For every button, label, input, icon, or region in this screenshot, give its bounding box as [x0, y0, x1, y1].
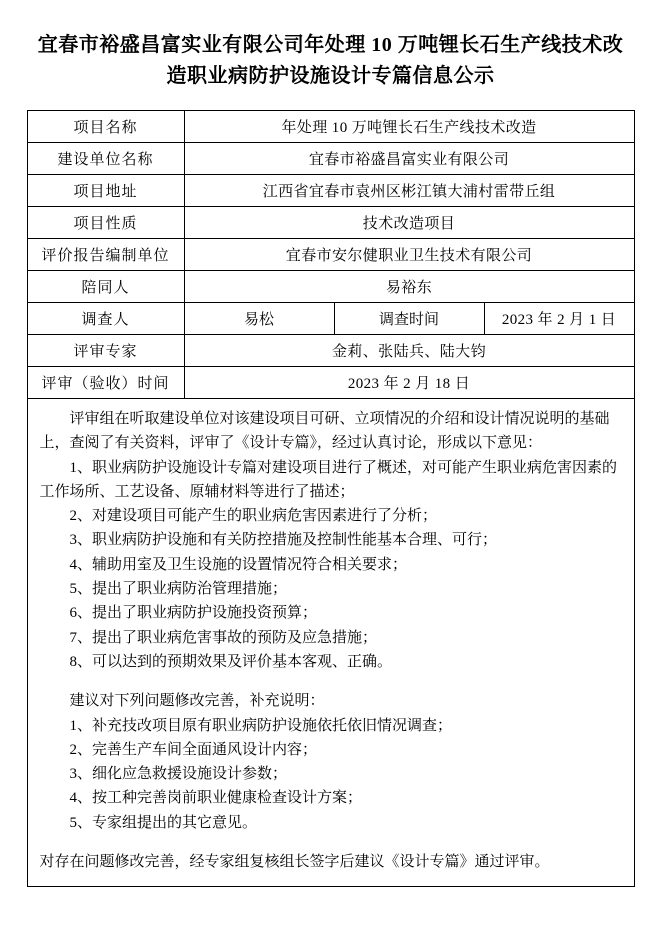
suggestion-item: 5、专家组提出的其它意见。: [69, 814, 258, 831]
opinion-item: 1、职业病防护设施设计专篇对建设项目进行了概述，对可能产生职业病危害因素的工作场所、工艺设备、原辅材料等进行了描述；: [39, 459, 618, 500]
opinion-item: 5、提出了职业病防治管理措施；: [69, 581, 288, 598]
row-label: 项目性质: [27, 207, 184, 239]
survey-label: 调查人: [27, 303, 184, 335]
row-value: 宜春市裕盛昌富实业有限公司: [184, 143, 634, 175]
table-row: [27, 239, 634, 271]
opinion-item: 8、可以达到的预期效果及评价基本客观、正确。: [69, 653, 393, 670]
row-label: 建设单位名称: [27, 143, 184, 175]
opinion-item: 4、辅助用室及卫生设施的设置情况符合相关要求；: [69, 556, 408, 573]
table-row-opinion: [27, 399, 634, 887]
table-row: [27, 143, 634, 175]
row-label: 评价报告编制单位: [27, 239, 184, 271]
opinion-cell: [27, 399, 634, 887]
suggestion-header: 建议对下列问题修改完善，补充说明：: [69, 693, 325, 710]
table-row-experts: [27, 335, 634, 367]
row-label: 陪同人: [27, 271, 184, 303]
spacer: [40, 674, 622, 689]
opinion-item: 7、提出了职业病危害事故的预防及应急措施；: [69, 629, 378, 646]
table-row: [27, 175, 634, 207]
row-value: 宜春市安尔健职业卫生技术有限公司: [184, 239, 634, 271]
opinion-item: 3、职业病防护设施和有关防控措施及控制性能基本合理、可行；: [69, 532, 498, 549]
survey-person: 易松: [184, 303, 334, 335]
review-time-value: 2023 年 2 月 18 日: [184, 367, 634, 399]
row-value: 易裕东: [184, 271, 634, 303]
experts-label: 评审专家: [27, 335, 184, 367]
table-row-survey: [27, 303, 634, 335]
row-label: 项目名称: [27, 111, 184, 143]
row-value: 江西省宜春市袁州区彬江镇大浦村雷带丘组: [184, 175, 634, 207]
review-time-label: 评审（验收）时间: [27, 367, 184, 399]
opinion-item: 2、对建设项目可能产生的职业病危害因素进行了分析；: [69, 508, 438, 525]
survey-time-label: 调查时间: [334, 303, 484, 335]
table-row: [27, 271, 634, 303]
table-row: [27, 207, 634, 239]
page-title: 宜春市裕盛昌富实业有限公司年处理 10 万吨锂长石生产线技术改造职业病防护设施设计专篇信息公示: [37, 34, 624, 87]
row-value: 技术改造项目: [184, 207, 634, 239]
row-value: 年处理 10 万吨锂长石生产线技术改造: [184, 111, 634, 143]
opinion-conclusion: 对存在问题修改完善，经专家组复核组长签字后建议《设计专篇》通过评审。: [39, 854, 550, 871]
opinion-item: 6、提出了职业病防护设施投资预算；: [69, 605, 318, 622]
suggestion-item: 3、细化应急救援设施设计参数；: [69, 766, 288, 783]
experts-value: 金莉、张陆兵、陆大钧: [184, 335, 634, 367]
spacer: [40, 835, 622, 850]
table-row-review-time: [27, 367, 634, 399]
suggestion-item: 2、完善生产车间全面通风设计内容；: [69, 741, 318, 758]
suggestion-item: 4、按工种完善岗前职业健康检查设计方案；: [69, 790, 363, 807]
info-table: [27, 110, 635, 887]
row-label: 项目地址: [27, 175, 184, 207]
table-row: [27, 111, 634, 143]
survey-time-value: 2023 年 2 月 1 日: [484, 303, 634, 335]
suggestion-item: 1、补充技改项目原有职业病防护设施依托依旧情况调查；: [69, 717, 453, 734]
opinion-intro: 评审组在听取建设单位对该建设项目可研、立项情况的介绍和设计情况说明的基础上，查阅了有关资料，评审了《设计专篇》，经过认真讨论，形成以下意见：: [39, 411, 610, 452]
